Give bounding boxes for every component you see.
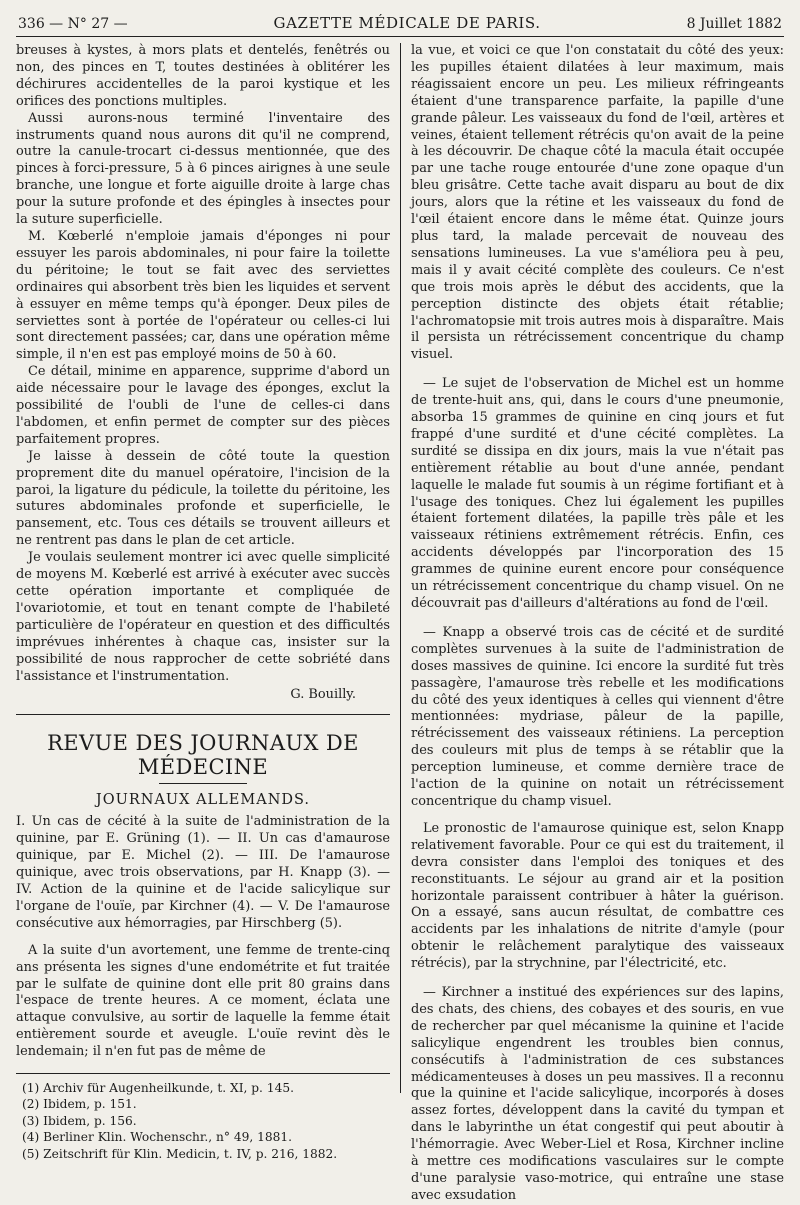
left-column bbox=[16, 43, 400, 1161]
text-columns bbox=[16, 43, 784, 1203]
title-divider bbox=[159, 783, 247, 784]
paragraph: Le pronostic de l'amaurose quinique est, selon Knapp relativement favorable. Pour ce qui est du traitement, il devra consister dans l'emploi des toniques et des reconstituants. Le séjour au grand air et la position horizontale paraissent contribuer à hâter la guérison. On a essayé, sans aucun résultat, de combattre ces accidents par les inhalations de nitrite d'amyle (pour obtenir le relâchement paralytique des vaisseaux rétrécis), par la strychnine, par l'électricité, etc. bbox=[410, 820, 784, 972]
page-number: 336 — N° 27 — bbox=[18, 16, 128, 32]
paragraph: Je laisse à dessein de côté toute la question proprement dite du manuel opératoire, l'incision de la paroi, la ligature du pédicule, la toilette du péritoine, les sutures abdominales profonde et superficielle, le pansement, etc. Tous ces détails se trouvent ailleurs et ne rentrent pas dans le plan de cet article. bbox=[16, 448, 390, 549]
paragraph: M. Kœberlé n'emploie jamais d'éponges ni pour essuyer les parois abdominales, ni pour faire la toilette du péritoine; le tout se fait avec des serviettes ordinaires qui absorbent très bien les liquides et servent à essuyer en même temps qu'à éponger. Deux piles de serviettes sont à portée de l'opérateur ou celles-ci lui sont directement passées; car, dans une opération même simple, il n'en est pas employé moins de 50 à 60. bbox=[16, 228, 390, 363]
footnote: (2) Ibidem, p. 151. bbox=[22, 1097, 137, 1112]
contents-summary: I. Un cas de cécité à la suite de l'administration de la quinine, par E. Grüning (1). — II. Un cas d'amaurose quinique, par E. Michel (2). — III. De l'amaurose quinique, avec trois observations, par H. Knapp (3). — IV. Action de la quinine et de l'acide salicylique sur l'organe de l'ouïe, par Kirchner (4). — V. De l'amaurose consécutive aux hémorragies, par Hirschberg (5). bbox=[16, 814, 390, 931]
section-divider bbox=[16, 714, 390, 715]
page-header bbox=[16, 14, 784, 37]
footnote: (4) Berliner Klin. Wochenschr., n° 49, 1881. bbox=[22, 1130, 292, 1145]
paragraph: Ce détail, minime en apparence, supprime d'abord un aide nécessaire pour le lavage des éponges, exclut la possibilité de l'oubli de l'une de celles-ci dans l'abdomen, et enfin permet de compter sur des pièces parfaitement propres. bbox=[16, 364, 390, 447]
footnote: (1) Archiv für Augenheilkunde, t. XI, p. 145. bbox=[22, 1081, 294, 1096]
footnotes bbox=[16, 1080, 390, 1162]
section-title: REVUE DES JOURNAUX DE MÉDECINE bbox=[47, 731, 359, 780]
right-column bbox=[400, 43, 784, 1203]
footnote: (3) Ibidem, p. 156. bbox=[22, 1113, 137, 1128]
paragraph: — Kirchner a institué des expériences sur des lapins, des chats, des chiens, des cobayes et des souris, en vue de rechercher par quel mécanisme la quinine et l'acide salicylique engendrent les troubles bien connus, consécutifs à l'administration de ces substances médicamenteuses à doses un peu massives. Il a reconnu que la quinine et l'acide salicylique, incorporés à doses assez fortes, développent dans la cavité du tympan et dans le labyrinthe un état congestif qui peut aboutir à l'hémorragie. Avec Weber-Liel et Rosa, Kirchner incline à mettre ces modifications vasculaires sur le compte d'une paralysie vaso-motrice, qui entraîne une stase avec exsudation bbox=[410, 985, 784, 1203]
paragraph: — Le sujet de l'observation de Michel est un homme de trente-huit ans, qui, dans le cours d'une pneumonie, absorba 15 grammes de quinine en cinq jours et fut frappé d'une surdité et d'une cécité complètes. La surdité se dissipa en dix jours, mais la vue n'était pas entièrement rétablie au bout d'une année, pendant laquelle le malade fut soumis à un régime fortifiant et à l'usage des toniques. Chez lui également les pupilles étaient fortement dilatées, la papille très pâle et les vaisseaux rétiniens extrêmement rétrécis. Enfin, ces accidents développés par l'incorporation des 15 grammes de quinine eurent encore pour conséquence un rétrécissement concentrique du champ visuel. On ne découvrait pas d'ailleurs d'altérations au fond de l'œil. bbox=[410, 376, 784, 611]
subsection-title: JOURNAUX ALLEMANDS. bbox=[95, 792, 311, 809]
author-signature: G. Bouilly. bbox=[290, 687, 356, 703]
footnote-divider bbox=[16, 1073, 390, 1074]
paragraph: breuses à kystes, à mors plats et dentelés, fenêtrés ou non, des pinces en T, toutes destinées à oblitérer les déchirures accidentelles de la paroi kystique et les orifices des ponctions multiples. bbox=[16, 43, 390, 109]
journal-title: GAZETTE MÉDICALE DE PARIS. bbox=[273, 14, 541, 32]
footnote: (5) Zeitschrift für Klin. Medicin, t. IV, p. 216, 1882. bbox=[22, 1146, 338, 1161]
paragraph: Je voulais seulement montrer ici avec quelle simplicité de moyens M. Kœberlé est arrivé à exécuter avec succès cette opération importante et compliquée de l'ovariotomie, et tout en tenant compte de l'habileté particulière de l'opérateur en question et des difficultés imprévues inhérentes à chaque cas, insister sur la possibilité de nous rapprocher de cette sobriété dans l'assistance et l'instrumentation. bbox=[16, 550, 390, 684]
paragraph: — Knapp a observé trois cas de cécité et de surdité complètes survenues à la suite de l'administration de doses massives de quinine. Ici encore la surdité fut très passagère, l'amaurose très rebelle et les modifications du côté des yeux identiques à celles qui viennent d'être mentionnées: mydriase, pâleur de la papille, rétrécissement des vaisseaux rétiniens. La perception des couleurs mit plus de temps à se rétablir que la perception lumineuse, et comme dernière trace de l'action de la quinine on notait un rétrécissement concentrique du champ visuel. bbox=[410, 624, 784, 809]
paragraph: la vue, et voici ce que l'on constatait du côté des yeux: les pupilles étaient dilatées à leur maximum, mais réagissaient encore un peu. Les milieux réfringeants étaient d'une transparence parfaite, la papille d'une grande pâleur. Les vaisseaux du fond de l'œil, artères et veines, étaient tellement rétrécis qu'on avait de la peine à les découvrir. De chaque côté la macula était occupée par une tache rouge entourée d'une zone opaque d'un bleu grisâtre. Cette tache avait disparu au bout de dix jours, alors que la rétine et les vaisseaux du fond de l'œil étaient encore dans le même état. Quinze jours plus tard, la malade percevait de nouveau des sensations lumineuses. La vue s'améliora peu à peu, mais il y avait cécité complète des couleurs. Ce n'est que trois mois après le début des accidents, que la perception distincte des objets était rétablie; l'achromatopsie mit trois autres mois à disparaître. Mais il persista un rétrécissement concentrique du champ visuel. bbox=[410, 43, 784, 363]
issue-date: 8 Juillet 1882 bbox=[686, 16, 782, 32]
paragraph: A la suite d'un avortement, une femme de trente-cinq ans présenta les signes d'une endométrite et fut traitée par le sulfate de quinine dont elle prit 80 grains dans l'espace de trente heures. A ce moment, éclata une attaque convulsive, au sortir de laquelle la femme était entièrement sourde et aveugle. L'ouïe revint dès le lendemain; il n'en fut pas de même de bbox=[16, 942, 390, 1060]
paragraph: Aussi aurons-nous terminé l'inventaire des instruments quand nous aurons dit qu'il ne comprend, outre la canule-trocart ci-dessus mentionnée, que des pinces à forci-pressure, 5 à 6 pinces airignes à une seule branche, une longue et forte aiguille droite à large chas pour la suture profonde et des épingles à insectes pour la suture superficielle. bbox=[16, 110, 390, 228]
